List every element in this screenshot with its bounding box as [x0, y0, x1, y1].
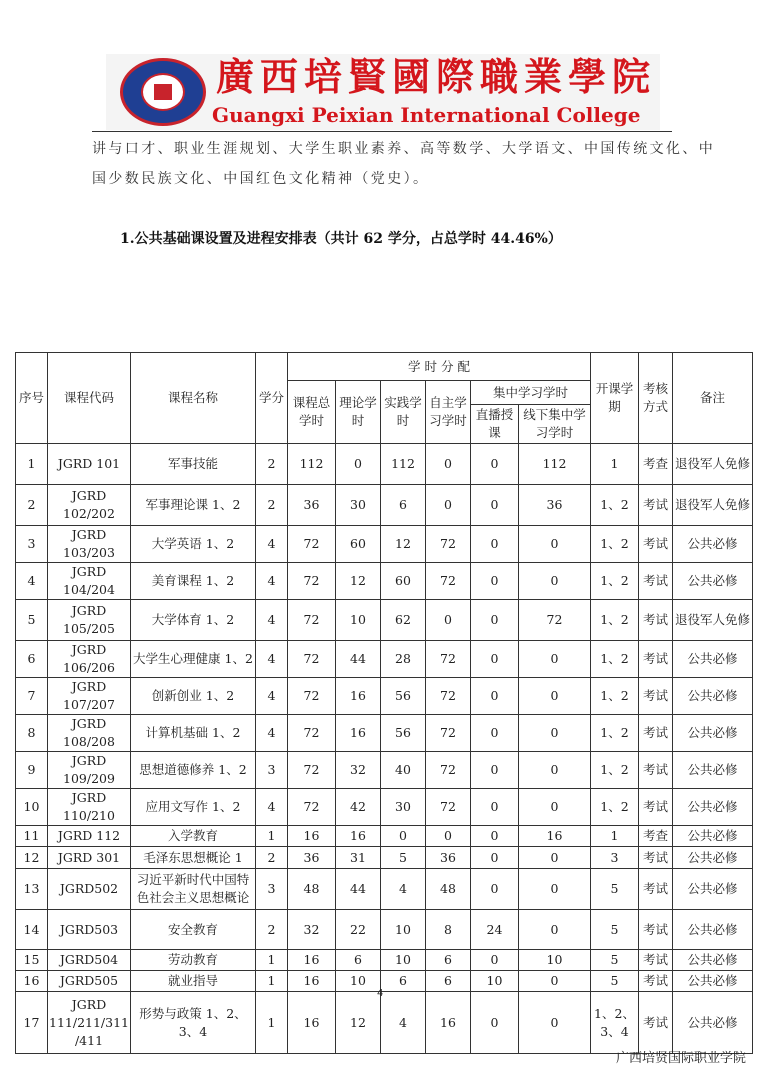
cell-offline: 0 [519, 971, 591, 992]
cell-credit: 4 [256, 563, 288, 600]
cell-code: JGRD 108/208 [48, 715, 131, 752]
cell-live: 0 [471, 715, 519, 752]
cell-name: 应用文写作 1、2 [131, 789, 256, 826]
cell-offline: 72 [519, 600, 591, 641]
cell-exam: 考试 [639, 869, 673, 910]
cell-semester: 1、2 [591, 563, 639, 600]
cell-live: 0 [471, 752, 519, 789]
cell-name: 计算机基础 1、2 [131, 715, 256, 752]
cell-offline: 112 [519, 444, 591, 485]
cell-self: 8 [426, 910, 471, 950]
cell-live: 0 [471, 526, 519, 563]
cell-practice: 4 [381, 869, 426, 910]
cell-code: JGRD 301 [48, 847, 131, 869]
cell-theory: 12 [336, 563, 381, 600]
cell-code: JGRD503 [48, 910, 131, 950]
cell-exam: 考试 [639, 678, 673, 715]
cell-theory: 44 [336, 869, 381, 910]
cell-theory: 31 [336, 847, 381, 869]
cell-live: 0 [471, 600, 519, 641]
section-heading: 1.公共基础课设置及进程安排表（共计 62 学分，占总学时 44.46%） [120, 231, 562, 247]
cell-exam: 考试 [639, 971, 673, 992]
cell-semester: 5 [591, 950, 639, 971]
cell-credit: 4 [256, 678, 288, 715]
cell-exam: 考试 [639, 789, 673, 826]
cell-index: 9 [16, 752, 48, 789]
cell-index: 17 [16, 992, 48, 1054]
cell-note: 公共必修 [673, 715, 753, 752]
cell-total: 72 [288, 752, 336, 789]
header-exam: 考核方式 [639, 353, 673, 444]
table-row [16, 847, 753, 869]
cell-theory: 32 [336, 752, 381, 789]
cell-total: 16 [288, 950, 336, 971]
cell-theory: 30 [336, 485, 381, 526]
cell-code: JGRD504 [48, 950, 131, 971]
header-theory: 理论学时 [336, 381, 381, 444]
cell-credit: 2 [256, 485, 288, 526]
cell-theory: 16 [336, 826, 381, 847]
cell-theory: 0 [336, 444, 381, 485]
table-row [16, 950, 753, 971]
cell-note: 公共必修 [673, 563, 753, 600]
cell-live: 0 [471, 950, 519, 971]
cell-exam: 考试 [639, 641, 673, 678]
cell-offline: 10 [519, 950, 591, 971]
cell-semester: 1、2 [591, 789, 639, 826]
cell-index: 11 [16, 826, 48, 847]
paragraph-line-1: 讲与口才、职业生涯规划、大学生职业素养、高等数学、大学语文、中国传统文化、中 [92, 141, 716, 157]
cell-code: JGRD 111/211/311 /411 [48, 992, 131, 1054]
cell-total: 112 [288, 444, 336, 485]
cell-index: 10 [16, 789, 48, 826]
cell-theory: 60 [336, 526, 381, 563]
cell-theory: 12 [336, 992, 381, 1054]
cell-credit: 4 [256, 641, 288, 678]
header-divider [92, 131, 672, 132]
cell-offline: 0 [519, 992, 591, 1054]
cell-exam: 考试 [639, 950, 673, 971]
cell-self: 72 [426, 789, 471, 826]
cell-theory: 22 [336, 910, 381, 950]
cell-self: 0 [426, 485, 471, 526]
cell-code: JGRD 110/210 [48, 789, 131, 826]
cell-self: 0 [426, 444, 471, 485]
table-row [16, 971, 753, 992]
cell-note: 公共必修 [673, 826, 753, 847]
table-row [16, 485, 753, 526]
cell-live: 0 [471, 826, 519, 847]
header-credit: 学分 [256, 353, 288, 444]
cell-offline: 16 [519, 826, 591, 847]
cell-credit: 2 [256, 444, 288, 485]
cell-exam: 考试 [639, 992, 673, 1054]
cell-live: 0 [471, 563, 519, 600]
cell-practice: 56 [381, 715, 426, 752]
cell-semester: 1、2 [591, 715, 639, 752]
cell-note: 公共必修 [673, 869, 753, 910]
cell-self: 0 [426, 600, 471, 641]
cell-note: 公共必修 [673, 971, 753, 992]
cell-practice: 6 [381, 485, 426, 526]
cell-name: 思想道德修养 1、2 [131, 752, 256, 789]
cell-self: 72 [426, 752, 471, 789]
header-index: 序号 [16, 353, 48, 444]
cell-live: 10 [471, 971, 519, 992]
table-row [16, 826, 753, 847]
cell-name: 毛泽东思想概论 1 [131, 847, 256, 869]
page-number: 4 [377, 988, 384, 999]
header-semester: 开课学期 [591, 353, 639, 444]
cell-name: 美育课程 1、2 [131, 563, 256, 600]
cell-theory: 10 [336, 971, 381, 992]
cell-index: 2 [16, 485, 48, 526]
cell-theory: 6 [336, 950, 381, 971]
cell-total: 16 [288, 992, 336, 1054]
cell-practice: 56 [381, 678, 426, 715]
header-offline: 线下集中学习学时 [519, 405, 591, 444]
cell-practice: 60 [381, 563, 426, 600]
cell-total: 72 [288, 678, 336, 715]
cell-name: 入学教育 [131, 826, 256, 847]
cell-name: 军事技能 [131, 444, 256, 485]
cell-total: 48 [288, 869, 336, 910]
cell-total: 72 [288, 563, 336, 600]
table-row [16, 752, 753, 789]
cell-offline: 0 [519, 847, 591, 869]
cell-note: 公共必修 [673, 910, 753, 950]
cell-offline: 0 [519, 678, 591, 715]
table-row [16, 526, 753, 563]
table-row [16, 869, 753, 910]
cell-note: 公共必修 [673, 752, 753, 789]
cell-note: 公共必修 [673, 678, 753, 715]
cell-semester: 3 [591, 847, 639, 869]
cell-code: JGRD 103/203 [48, 526, 131, 563]
header-note: 备注 [673, 353, 753, 444]
cell-credit: 1 [256, 950, 288, 971]
cell-live: 0 [471, 992, 519, 1054]
cell-practice: 5 [381, 847, 426, 869]
cell-index: 6 [16, 641, 48, 678]
cell-total: 16 [288, 971, 336, 992]
cell-semester: 1、2 [591, 752, 639, 789]
cell-live: 0 [471, 678, 519, 715]
cell-name: 形势与政策 1、2、3、4 [131, 992, 256, 1054]
cell-code: JGRD 106/206 [48, 641, 131, 678]
cell-offline: 36 [519, 485, 591, 526]
cell-note: 公共必修 [673, 992, 753, 1054]
cell-practice: 10 [381, 910, 426, 950]
cell-name: 习近平新时代中国特色社会主义思想概论 [131, 869, 256, 910]
cell-code: JGRD505 [48, 971, 131, 992]
cell-semester: 5 [591, 971, 639, 992]
cell-credit: 1 [256, 971, 288, 992]
cell-self: 16 [426, 992, 471, 1054]
cell-exam: 考试 [639, 600, 673, 641]
cell-index: 4 [16, 563, 48, 600]
cell-practice: 30 [381, 789, 426, 826]
college-banner [106, 54, 660, 130]
cell-note: 公共必修 [673, 950, 753, 971]
cell-code: JGRD 105/205 [48, 600, 131, 641]
cell-note: 公共必修 [673, 641, 753, 678]
cell-live: 0 [471, 869, 519, 910]
cell-offline: 0 [519, 641, 591, 678]
cell-exam: 考查 [639, 826, 673, 847]
table-row [16, 992, 753, 1054]
cell-self: 72 [426, 715, 471, 752]
cell-total: 72 [288, 789, 336, 826]
table-row [16, 444, 753, 485]
cell-credit: 4 [256, 526, 288, 563]
cell-practice: 112 [381, 444, 426, 485]
cell-exam: 考试 [639, 910, 673, 950]
cell-semester: 5 [591, 910, 639, 950]
cell-practice: 10 [381, 950, 426, 971]
cell-name: 安全教育 [131, 910, 256, 950]
college-name-cn: 廣西培賢國際職業學院 [216, 54, 657, 99]
cell-note: 公共必修 [673, 847, 753, 869]
cell-live: 0 [471, 444, 519, 485]
cell-exam: 考试 [639, 847, 673, 869]
cell-offline: 0 [519, 910, 591, 950]
cell-credit: 3 [256, 752, 288, 789]
cell-code: JGRD 109/209 [48, 752, 131, 789]
table-row [16, 563, 753, 600]
header-name: 课程名称 [131, 353, 256, 444]
cell-code: JGRD 107/207 [48, 678, 131, 715]
table-row [16, 600, 753, 641]
cell-practice: 4 [381, 992, 426, 1054]
table-row [16, 715, 753, 752]
cell-name: 大学体育 1、2 [131, 600, 256, 641]
cell-code: JGRD 101 [48, 444, 131, 485]
cell-index: 8 [16, 715, 48, 752]
cell-total: 72 [288, 526, 336, 563]
cell-live: 0 [471, 641, 519, 678]
cell-practice: 12 [381, 526, 426, 563]
cell-note: 公共必修 [673, 789, 753, 826]
cell-total: 36 [288, 847, 336, 869]
cell-total: 72 [288, 715, 336, 752]
header-live: 直播授课 [471, 405, 519, 444]
college-name-en: Guangxi Peixian International College [212, 103, 641, 127]
cell-note: 退役军人免修 [673, 444, 753, 485]
header-total: 课程总学时 [288, 381, 336, 444]
cell-live: 0 [471, 485, 519, 526]
cell-theory: 10 [336, 600, 381, 641]
cell-index: 15 [16, 950, 48, 971]
cell-offline: 0 [519, 526, 591, 563]
cell-credit: 2 [256, 847, 288, 869]
cell-self: 72 [426, 526, 471, 563]
cell-semester: 1、2、3、4 [591, 992, 639, 1054]
cell-semester: 1、2 [591, 678, 639, 715]
cell-name: 大学英语 1、2 [131, 526, 256, 563]
cell-name: 就业指导 [131, 971, 256, 992]
cell-index: 5 [16, 600, 48, 641]
cell-name: 大学生心理健康 1、2 [131, 641, 256, 678]
cell-name: 劳动教育 [131, 950, 256, 971]
cell-theory: 16 [336, 678, 381, 715]
cell-self: 48 [426, 869, 471, 910]
cell-exam: 考试 [639, 485, 673, 526]
cell-credit: 4 [256, 789, 288, 826]
table-row [16, 910, 753, 950]
cell-self: 72 [426, 641, 471, 678]
cell-offline: 0 [519, 752, 591, 789]
cell-total: 72 [288, 641, 336, 678]
cell-self: 72 [426, 563, 471, 600]
table-row [16, 641, 753, 678]
cell-note: 退役军人免修 [673, 485, 753, 526]
cell-offline: 0 [519, 715, 591, 752]
cell-semester: 1 [591, 826, 639, 847]
table-row [16, 678, 753, 715]
header-code: 课程代码 [48, 353, 131, 444]
cell-practice: 0 [381, 826, 426, 847]
cell-live: 0 [471, 789, 519, 826]
cell-exam: 考试 [639, 715, 673, 752]
header-practice: 实践学时 [381, 381, 426, 444]
header-hours-group: 学 时 分 配 [288, 353, 591, 381]
cell-credit: 4 [256, 600, 288, 641]
cell-total: 36 [288, 485, 336, 526]
cell-semester: 1、2 [591, 641, 639, 678]
paragraph-line-2: 国少数民族文化、中国红色文化精神（党史）。 [92, 171, 430, 187]
header-central-group: 集中学习学时 [471, 381, 591, 405]
cell-index: 16 [16, 971, 48, 992]
cell-semester: 1 [591, 444, 639, 485]
cell-semester: 5 [591, 869, 639, 910]
cell-self: 36 [426, 847, 471, 869]
cell-exam: 考试 [639, 526, 673, 563]
cell-total: 32 [288, 910, 336, 950]
course-table [15, 352, 753, 1054]
cell-theory: 16 [336, 715, 381, 752]
header-self: 自主学习学时 [426, 381, 471, 444]
cell-index: 13 [16, 869, 48, 910]
footer-college-name: 广西培贤国际职业学院 [615, 1051, 746, 1066]
cell-practice: 28 [381, 641, 426, 678]
cell-offline: 0 [519, 789, 591, 826]
cell-semester: 1、2 [591, 485, 639, 526]
cell-index: 1 [16, 444, 48, 485]
cell-credit: 1 [256, 826, 288, 847]
cell-practice: 62 [381, 600, 426, 641]
cell-practice: 6 [381, 971, 426, 992]
cell-exam: 考查 [639, 444, 673, 485]
cell-credit: 1 [256, 992, 288, 1054]
cell-total: 16 [288, 826, 336, 847]
cell-offline: 0 [519, 563, 591, 600]
cell-theory: 42 [336, 789, 381, 826]
cell-live: 24 [471, 910, 519, 950]
cell-theory: 44 [336, 641, 381, 678]
cell-index: 7 [16, 678, 48, 715]
cell-semester: 1、2 [591, 526, 639, 563]
cell-code: JGRD 112 [48, 826, 131, 847]
cell-practice: 40 [381, 752, 426, 789]
cell-note: 退役军人免修 [673, 600, 753, 641]
cell-name: 军事理论课 1、2 [131, 485, 256, 526]
cell-code: JGRD502 [48, 869, 131, 910]
cell-index: 14 [16, 910, 48, 950]
cell-live: 0 [471, 847, 519, 869]
cell-exam: 考试 [639, 563, 673, 600]
cell-credit: 4 [256, 715, 288, 752]
cell-exam: 考试 [639, 752, 673, 789]
cell-offline: 0 [519, 869, 591, 910]
cell-index: 3 [16, 526, 48, 563]
cell-semester: 1、2 [591, 600, 639, 641]
cell-code: JGRD 104/204 [48, 563, 131, 600]
table-row [16, 789, 753, 826]
cell-credit: 2 [256, 910, 288, 950]
college-logo-icon [120, 58, 206, 126]
cell-self: 72 [426, 678, 471, 715]
cell-code: JGRD 102/202 [48, 485, 131, 526]
cell-name: 创新创业 1、2 [131, 678, 256, 715]
cell-self: 6 [426, 971, 471, 992]
cell-self: 0 [426, 826, 471, 847]
cell-note: 公共必修 [673, 526, 753, 563]
cell-index: 12 [16, 847, 48, 869]
cell-total: 72 [288, 600, 336, 641]
cell-credit: 3 [256, 869, 288, 910]
cell-self: 6 [426, 950, 471, 971]
